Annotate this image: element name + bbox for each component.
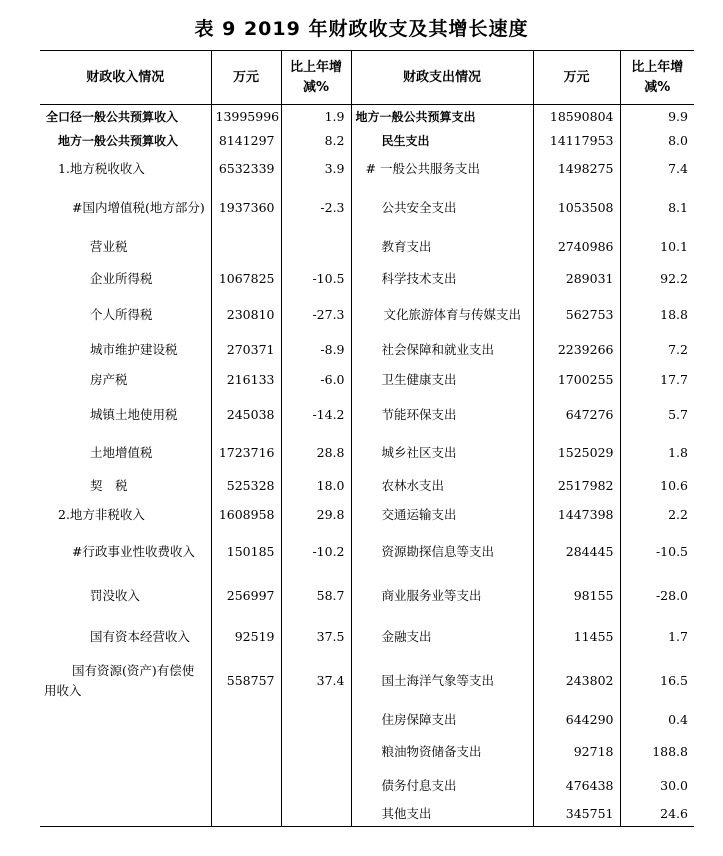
income-change-cell (281, 735, 351, 769)
expense-change-cell: 5.7 (620, 395, 694, 435)
income-value-cell: 1723716 (211, 435, 281, 471)
income-label-cell: 国有资本经营收入 (90, 628, 191, 644)
expense-change-cell: 9.9 (620, 105, 694, 129)
expense-value-cell: 11455 (533, 617, 620, 657)
expense-value-cell: 1498275 (533, 153, 620, 185)
expense-label-cell: 其他支出 (351, 803, 533, 827)
expense-change-cell: 30.0 (620, 769, 694, 803)
expense-label-cell: 商业服务业等支出 (351, 575, 533, 617)
expense-label-cell: 债务付息支出 (351, 769, 533, 803)
table-row (40, 153, 694, 185)
income-label-cell: 国有资源(资产)有偿使用收入 (44, 662, 195, 698)
income-label-cell: 城镇土地使用税 (90, 406, 178, 422)
income-label-cell: 城市维护建设税 (90, 341, 178, 357)
expense-label-cell: # 一般公共服务支出 (351, 153, 533, 185)
income-label-cell (40, 735, 211, 769)
income-value-cell: 150185 (211, 529, 281, 575)
expense-value-cell: 644290 (533, 705, 620, 735)
income-change-cell: -8.9 (281, 335, 351, 365)
table-header-row (40, 51, 694, 105)
table-row (40, 769, 694, 803)
income-value-cell (211, 769, 281, 803)
income-change-cell (281, 231, 351, 263)
expense-value-cell: 243802 (533, 657, 620, 705)
expense-unit-header: 万元 (533, 51, 620, 105)
income-change-cell: 3.9 (281, 153, 351, 185)
income-value-cell: 1067825 (211, 263, 281, 295)
expense-value-cell: 1525029 (533, 435, 620, 471)
expense-label-cell: 交通运输支出 (351, 501, 533, 529)
income-value-cell (211, 705, 281, 735)
table-row (40, 295, 694, 335)
income-label-header: 财政收入情况 (86, 69, 165, 85)
expense-label-cell: 农林水支出 (351, 471, 533, 501)
expense-label-cell: 公共安全支出 (351, 185, 533, 231)
expense-label-cell: 民生支出 (351, 129, 533, 153)
expense-label-cell: 节能环保支出 (351, 395, 533, 435)
income-value-cell: 216133 (211, 365, 281, 395)
income-change-cell: -10.2 (281, 529, 351, 575)
expense-value-cell: 1053508 (533, 185, 620, 231)
expense-label-cell: 科学技术支出 (351, 263, 533, 295)
expense-change-cell: 7.4 (620, 153, 694, 185)
expense-change-header: 比上年增减% (620, 51, 694, 105)
expense-value-cell: 98155 (533, 575, 620, 617)
expense-value-cell: 647276 (533, 395, 620, 435)
expense-value-cell: 18590804 (533, 105, 620, 129)
income-label-cell (40, 705, 211, 735)
expense-label-cell: 卫生健康支出 (351, 365, 533, 395)
expense-value-cell: 476438 (533, 769, 620, 803)
income-label-cell: 地方一般公共预算收入 (58, 133, 179, 148)
expense-value-cell: 345751 (533, 803, 620, 827)
income-change-cell: 29.8 (281, 501, 351, 529)
income-value-cell: 1937360 (211, 185, 281, 231)
income-change-cell: -14.2 (281, 395, 351, 435)
income-label-cell: #行政事业性收费收入 (72, 543, 195, 559)
income-label-cell: 1.地方税收收入 (58, 160, 145, 176)
expense-change-cell: 1.8 (620, 435, 694, 471)
expense-change-cell: 17.7 (620, 365, 694, 395)
expense-change-cell: -28.0 (620, 575, 694, 617)
expense-value-cell: 2740986 (533, 231, 620, 263)
income-value-cell (211, 735, 281, 769)
expense-value-cell: 2239266 (533, 335, 620, 365)
expense-value-cell: 1447398 (533, 501, 620, 529)
expense-label-cell: 地方一般公共预算支出 (351, 105, 533, 129)
table-row (40, 575, 694, 617)
expense-change-cell: 16.5 (620, 657, 694, 705)
expense-label-cell: 文化旅游体育与传媒支出 (351, 295, 533, 335)
income-change-cell: 28.8 (281, 435, 351, 471)
table-row (40, 803, 694, 827)
table-row (40, 231, 694, 263)
expense-label-cell: 国土海洋气象等支出 (351, 657, 533, 705)
table-row (40, 335, 694, 365)
income-change-cell: 58.7 (281, 575, 351, 617)
income-label-cell: 房产税 (90, 371, 128, 387)
table-row (40, 705, 694, 735)
expense-value-cell: 14117953 (533, 129, 620, 153)
income-label-cell: 营业税 (90, 238, 128, 254)
table-row (40, 501, 694, 529)
expense-value-cell: 92718 (533, 735, 620, 769)
expense-change-cell: 10.6 (620, 471, 694, 501)
income-value-cell: 8141297 (211, 129, 281, 153)
income-value-cell (211, 231, 281, 263)
income-label-cell: 契 税 (90, 477, 128, 493)
table-row (40, 185, 694, 231)
income-change-cell (281, 705, 351, 735)
expense-change-cell: 18.8 (620, 295, 694, 335)
income-label-cell: #国内增值税(地方部分) (72, 199, 205, 215)
page-title: 表 9 2019 年财政收支及其增长速度 (194, 18, 529, 40)
income-value-cell: 230810 (211, 295, 281, 335)
table-row (40, 435, 694, 471)
income-change-cell: -2.3 (281, 185, 351, 231)
expense-label-cell: 社会保障和就业支出 (351, 335, 533, 365)
income-value-cell: 558757 (211, 657, 281, 705)
expense-change-cell: 24.6 (620, 803, 694, 827)
table-row (40, 105, 694, 129)
income-unit-header: 万元 (211, 51, 281, 105)
table-row (40, 263, 694, 295)
income-change-cell: 37.4 (281, 657, 351, 705)
expense-label-header: 财政支出情况 (351, 51, 533, 105)
income-value-cell: 6532339 (211, 153, 281, 185)
expense-value-cell: 2517982 (533, 471, 620, 501)
income-change-cell: 1.9 (281, 105, 351, 129)
expense-label-cell: 城乡社区支出 (351, 435, 533, 471)
income-value-cell: 256997 (211, 575, 281, 617)
table-row (40, 735, 694, 769)
expense-value-cell: 562753 (533, 295, 620, 335)
income-value-cell: 1608958 (211, 501, 281, 529)
table-row (40, 471, 694, 501)
income-label-cell: 罚没收入 (90, 587, 141, 603)
expense-value-cell: 1700255 (533, 365, 620, 395)
table-row (40, 365, 694, 395)
expense-change-cell: 2.2 (620, 501, 694, 529)
income-change-cell: -27.3 (281, 295, 351, 335)
income-change-cell: -6.0 (281, 365, 351, 395)
expense-value-cell: 289031 (533, 263, 620, 295)
income-label-cell (40, 769, 211, 803)
finance-table (40, 50, 694, 827)
expense-change-cell: 92.2 (620, 263, 694, 295)
table-row (40, 395, 694, 435)
income-label-cell: 全口径一般公共预算收入 (46, 109, 179, 124)
expense-value-cell: 284445 (533, 529, 620, 575)
income-value-cell: 13995996 (211, 105, 281, 129)
income-change-cell: 37.5 (281, 617, 351, 657)
expense-change-cell: 7.2 (620, 335, 694, 365)
income-label-cell: 个人所得税 (90, 306, 153, 322)
table-row (40, 657, 694, 705)
expense-label-cell: 金融支出 (351, 617, 533, 657)
expense-change-cell: 188.8 (620, 735, 694, 769)
expense-label-cell: 粮油物资储备支出 (351, 735, 533, 769)
expense-change-cell: 10.1 (620, 231, 694, 263)
income-value-cell: 525328 (211, 471, 281, 501)
table-row (40, 129, 694, 153)
income-value-cell: 245038 (211, 395, 281, 435)
income-change-cell (281, 769, 351, 803)
income-change-cell: 8.2 (281, 129, 351, 153)
income-label-cell: 土地增值税 (90, 444, 153, 460)
income-change-header: 比上年增减% (281, 51, 351, 105)
income-change-cell (281, 803, 351, 827)
income-change-cell: 18.0 (281, 471, 351, 501)
expense-change-cell: -10.5 (620, 529, 694, 575)
table-row (40, 617, 694, 657)
expense-label-cell: 教育支出 (351, 231, 533, 263)
expense-change-cell: 8.0 (620, 129, 694, 153)
table-row (40, 529, 694, 575)
expense-label-cell: 资源勘探信息等支出 (351, 529, 533, 575)
expense-change-cell: 1.7 (620, 617, 694, 657)
income-value-cell (211, 803, 281, 827)
expense-change-cell: 0.4 (620, 705, 694, 735)
expense-label-cell: 住房保障支出 (351, 705, 533, 735)
income-change-cell: -10.5 (281, 263, 351, 295)
income-label-cell: 企业所得税 (90, 270, 153, 286)
income-value-cell: 92519 (211, 617, 281, 657)
income-label-cell: 2.地方非税收入 (58, 506, 145, 522)
income-label-cell (40, 803, 211, 827)
expense-change-cell: 8.1 (620, 185, 694, 231)
income-value-cell: 270371 (211, 335, 281, 365)
